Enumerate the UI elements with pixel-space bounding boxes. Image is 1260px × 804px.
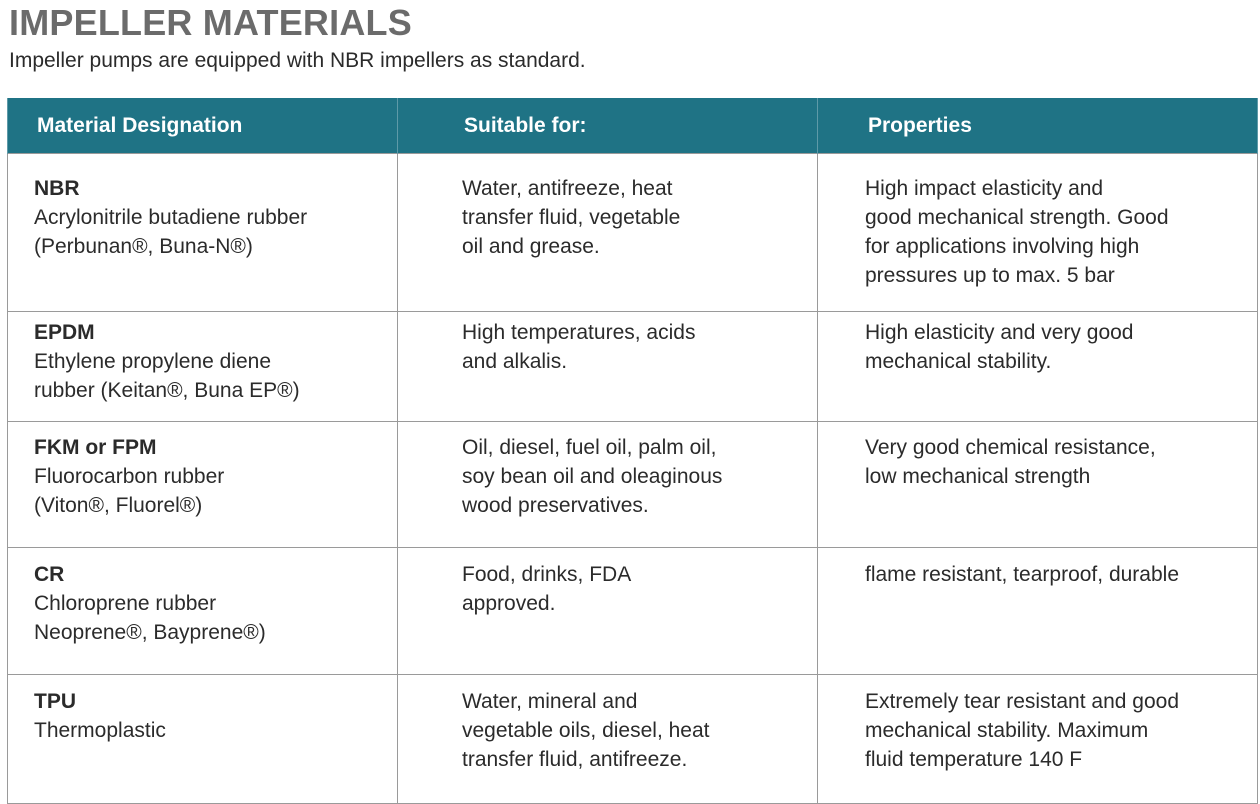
material-description-line: (Perbunan®, Buna-N®)	[34, 235, 253, 258]
table-row	[8, 154, 1258, 312]
page-subtitle: Impeller pumps are equipped with NBR impellers as standard.	[9, 49, 586, 72]
material-description-line: Chloroprene rubber	[34, 592, 217, 615]
suitable-line: Water, mineral and	[462, 690, 638, 713]
properties-line: High impact elasticity and	[865, 177, 1104, 200]
properties-cell	[818, 548, 1258, 675]
properties-line: for applications involving high	[865, 235, 1140, 258]
properties-cell	[818, 154, 1258, 312]
suitable-line: approved.	[462, 592, 556, 615]
table-row	[8, 548, 1258, 675]
properties-line: flame resistant, tearproof, durable	[865, 563, 1179, 586]
material-description-line: Ethylene propylene diene	[34, 350, 272, 373]
table-row	[8, 675, 1258, 804]
materials-table	[7, 98, 1258, 804]
suitable-line: soy bean oil and oleaginous	[462, 465, 723, 488]
suitable-line: Oil, diesel, fuel oil, palm oil,	[462, 436, 717, 459]
material-cell	[8, 548, 398, 675]
material-description-line: Thermoplastic	[34, 719, 166, 742]
suitable-cell	[398, 548, 818, 675]
suitable-line: Water, antifreeze, heat	[462, 177, 673, 200]
suitable-line: wood preservatives.	[462, 494, 649, 517]
suitable-cell	[398, 422, 818, 548]
material-description-line: Acrylonitrile butadiene rubber	[34, 206, 308, 229]
properties-line: Very good chemical resistance,	[865, 436, 1156, 459]
material-cell	[8, 422, 398, 548]
suitable-line: vegetable oils, diesel, heat	[462, 719, 710, 742]
suitable-cell	[398, 675, 818, 804]
properties-cell	[818, 312, 1258, 422]
suitable-cell	[398, 154, 818, 312]
properties-cell	[818, 422, 1258, 548]
material-name: EPDM	[34, 321, 95, 344]
properties-line: fluid temperature 140 F	[865, 748, 1083, 771]
page-title: IMPELLER MATERIALS	[9, 2, 412, 43]
material-description-line: Fluorocarbon rubber	[34, 465, 225, 488]
material-name: CR	[34, 563, 65, 586]
suitable-line: transfer fluid, antifreeze.	[462, 748, 688, 771]
properties-line: mechanical stability. Maximum	[865, 719, 1149, 742]
properties-cell	[818, 675, 1258, 804]
material-name: TPU	[34, 690, 76, 713]
table-row	[8, 422, 1258, 548]
material-cell	[8, 154, 398, 312]
material-description-line: (Viton®, Fluorel®)	[34, 494, 203, 517]
properties-line: low mechanical strength	[865, 465, 1091, 488]
properties-line: Extremely tear resistant and good	[865, 690, 1179, 713]
material-name: FKM or FPM	[34, 436, 157, 459]
properties-line: pressures up to max. 5 bar	[865, 264, 1115, 287]
material-description-line: rubber (Keitan®, Buna EP®)	[34, 379, 300, 402]
suitable-line: transfer fluid, vegetable	[462, 206, 681, 229]
column-header-suitable: Suitable for:	[398, 98, 818, 154]
suitable-line: and alkalis.	[462, 350, 568, 373]
suitable-line: Food, drinks, FDA	[462, 563, 632, 586]
suitable-cell	[398, 312, 818, 422]
material-description-line: Neoprene®, Bayprene®)	[34, 621, 266, 644]
material-cell	[8, 312, 398, 422]
table-header-row	[8, 98, 1258, 154]
material-name: NBR	[34, 177, 80, 200]
table-row	[8, 312, 1258, 422]
properties-line: High elasticity and very good	[865, 321, 1134, 344]
suitable-line: oil and grease.	[462, 235, 600, 258]
column-header-properties: Properties	[818, 98, 1258, 154]
column-header-material: Material Designation	[8, 98, 398, 154]
properties-line: good mechanical strength. Good	[865, 206, 1169, 229]
material-cell	[8, 675, 398, 804]
suitable-line: High temperatures, acids	[462, 321, 696, 344]
properties-line: mechanical stability.	[865, 350, 1052, 373]
